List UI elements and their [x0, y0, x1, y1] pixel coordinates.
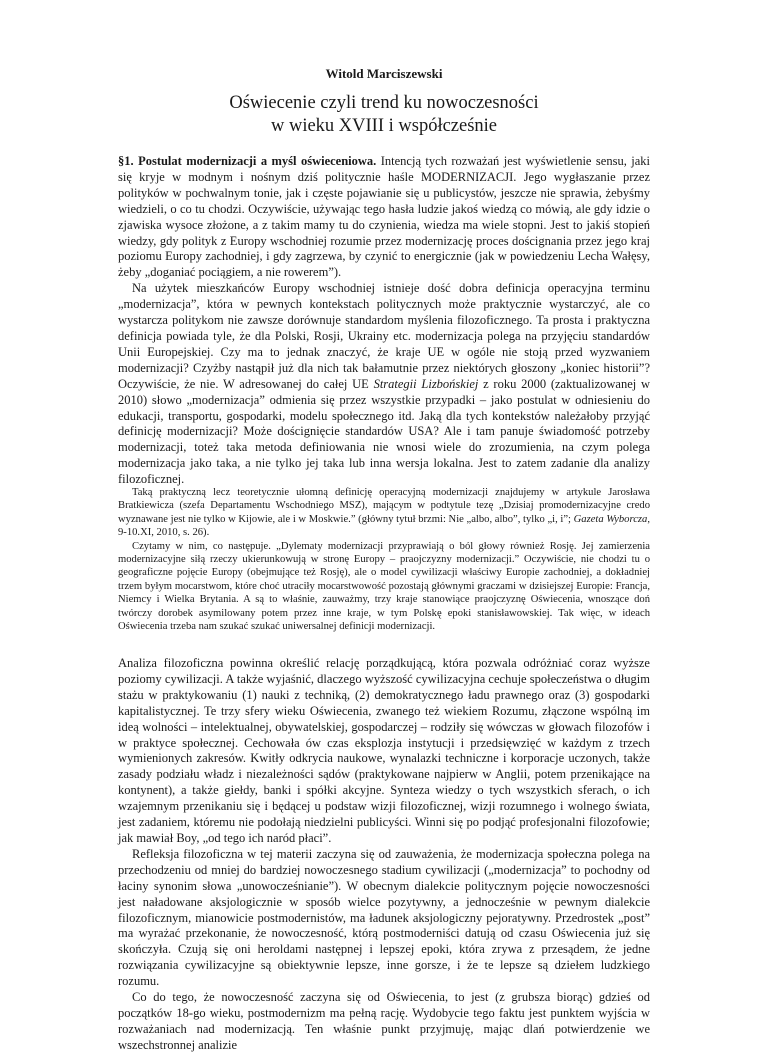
footnote-block: [118, 486, 650, 633]
section-1-paragraph-2: [118, 281, 650, 488]
text-run: Intencją tych rozważań jest wyświetlenie sensu, jaki się kryje w modnym i nośnym dziś politycznie haśle: [118, 154, 651, 184]
text-run: , 9-10.XI, 2010, s. 26).: [118, 513, 650, 539]
section-1: [118, 154, 650, 488]
text-run: . Jego wygłaszanie przez polityków w pochwalnym tonie, jak i częste pojawianie się u publicystów, jeszcze nie sprawia, żebyśmy wiedzieli, o co tu chodzi. Oczywiście, używając tego hasła ludzie jakoś wiedzą co mówią, ale gdy idzie o zjawiska wysoce złożone, a z takim mamy tu do czynienia, wiedza ma wiele stopni. Jest to jakiś stopień wiedzy, gdy polityk z Europy wschodniej rozumie przez modernizację proces doścignania przez jego kraj poziomu Europy zachodniej, i gdy zagrzewa, by czynić to energicznie (jak w powiedzeniu Lecha Wałęsy, żeby „doganiać pociągiem, a nie rowerem”).: [118, 169, 650, 280]
title-line-1: Oświecenie czyli trend ku nowoczesności: [229, 93, 539, 113]
text-run: Na użytek mieszkańców Europy wschodniej istnieje dość dobra definicja operacyjna terminu „modernizacja”, która w pewnych kontekstach politycznych może praktycznie wystarczyć, ale co wystarcza politykom nie zawsze dorównuje standardom myślenia filozoficznego. Ta prosta i praktyczna definicja powiada tyle, że dla Polski, Rosji, Ukrainy etc. modernizacja polega na przyjęciu standardów Unii Europejskiej. Czy ma to jednak znaczyć, że kraje UE w ogóle nie stoją przed wyzwaniem modernizacji? Czyżby nastąpił już dla nich tak bałamutnie przez niektórych głoszony „koniec historii”? Oczywiście, że nie. W adresowanej do całej UE: [118, 281, 650, 391]
section-heading: §1. Postulat modernizacji a myśl oświeceniowa.: [118, 154, 377, 168]
footnote-paragraph-2: Czytamy w nim, co następuje. „Dylematy modernizacji przyprawiają o ból głowy również Rosję. Jej zamierzenia modernizacyjne siłą rzeczy ukierunkowują w stronę Europy – praojczyzny modernizacji.” Oczywiście, nie chodzi tu o geograficzne pojęcie Europy (obejmujące też Rosję), ale o model cywilizacji właściwy Europie zachodniej, a dokładniej trzem byłym mocarstwom, które choć utraciły mocarstwowość pozostają głównymi graczami w dzisiejszej Europie: Francja, Niemcy i Wielka Brytania. A są to właśnie, zauważmy, trzy kraje stanowiące praojczyznę Oświecenia, wnoszące doń twórczy dorobek asymilowany potem przez inne kraje, w tym Polskę epoki stanisławowskiej. Tak więc, w ideach Oświecenia trzeba nam szukać szukać uniwersalnej definicji modernizacji.: [118, 540, 650, 633]
paper-title: [0, 92, 768, 138]
text-run: z roku 2000 (zaktualizowanej w 2010) słowo „modernizacja” odmienia się przez wszystkie przypadki – jako postulat w odniesieniu do edukacji, transportu, gospodarki, modelu społecznego itd. Jaką dla tych kontekstów należałoby przyjąć definicję modernizacji? Może doścignięcie standardów USA? Ale i tam panuje świadomość potrzeby modernizacji, toteż taka metoda definiowania nie wnosi wiele do zrozumienia, na czym polega modernizacja jako taka, a nie tylko jej taka lub inna wersja lokalna. Jest to zatem zadanie dla analizy filozoficznej.: [118, 376, 651, 487]
paragraph-analysis: Analiza filozoficzna powinna określić relację porządkującą, która pozwala odróżniać coraz wyższe poziomy cywilizacji. A także wyjaśnić, dlaczego wyższość cywilizacyjna cechuje społeczeństwa o długim stażu w praktykowaniu (1) nauki z techniką, (2) demokratycznego ładu prawnego oraz (3) gospodarki kapitalistycznej. Te trzy sfery wieku Oświecenia, zwanego też wiekiem Rozumu, złączone wspólną im ideą wolności – intelektualnej, obywatelskiej, gospodarczej – rodziły się wówczas w głowach filozofów i w praktyce społecznej. Cechowała ów czas eksplozja instytucji i przedsięwzięć w każdym z trzech wymienionych zakresów. Kwitły odkrycia naukowe, wynalazki techniczne i korporacje uczonych, także zasady podziału władz i niezależności sądów (praktykowane najpierw w Anglii, potem przenikające na kontynent), a także giełdy, banki i spółki akcyjne. Synteza wiedzy o tych wszystkich sferach, o ich wzajemnym przenikaniu się i będącej u podstaw wizji filozoficznej, wizji rozumnego i wolnego świata, jest zadaniem, któremu nie podołają niedzielni publicyści. Winni się po podjąć profesjonalni filozofowie; jak mawiał Boy, „od tego ich naród płaci”.: [118, 656, 650, 845]
author-name: Witold Marciszewski: [325, 66, 443, 81]
term-modernizacja: MODERNIZACJI: [420, 169, 514, 184]
paragraph-modernity: Co do tego, że nowoczesność zaczyna się od Oświecenia, to jest (z grubsza biorąc) gdzieś od początków 18-go wieku, postmodernizm ma pełną rację. Wydobycie tego faktu jest punktem wyjścia w rozważaniach nad modernizacją. Ten właśnie punkt przyjmuję, mając dlań potwierdzenie we wszechstronnej analizie: [118, 990, 650, 1052]
strategy-title: Strategii Lizbońskiej: [373, 376, 479, 391]
footnote-paragraph-1: [118, 486, 650, 540]
paragraph-reflection: Refleksja filozoficzna w tej materii zaczyna się od zauważenia, że modernizacja społeczna polega na przechodzeniu od mniej do bardziej nowoczesnego stadium cywilizacji („modernizacja” to pochodny od łaciny synonim słowa „unowocześnianie”). W obecnym dialekcie politycznym pojęcie nowoczesności jest naładowane aksjologicznie w sposób wielce pozytywny, a jednocześnie w pewnym dialekcie filozoficznym, mianowicie postmodernistów, ma ładunek aksjologiczny pejoratywny. Przedrostek „post” ma wyrażać przekonanie, że nowoczesność, którą postmoderniści datują od czasu Oświecenia już się skończyła. Czują się oni heroldami następnej i lepszej epoki, która zrywa z przesądem, że jedne rozwiązania cywilizacyjne są obiektywnie lepsze, inne gorsze, i że te lepsze są dziełem ludzkiego rozumu.: [118, 846, 650, 989]
title-line-2: w wieku XVIII i współcześnie: [270, 116, 498, 136]
section-1-paragraph-1: [118, 154, 650, 281]
main-text-continued: [118, 656, 650, 1054]
text-run: Taką praktyczną lecz teoretycznie ułomną definicję operacyjną modernizacji znajdujemy w artykule Jarosława Bratkiewicza (szefa Departamentu Wschodniego MSZ), mającym w podtytule tezę „Dzisiaj promodernizacyjne credo wyznawane jest nie tylko w Kijowie, ale i w Moskwie.” (główny tytuł brzmi: Nie „albo, albo”, tylko „i, i”;: [118, 487, 650, 525]
newspaper-title: Gazeta Wyborcza: [573, 513, 648, 525]
